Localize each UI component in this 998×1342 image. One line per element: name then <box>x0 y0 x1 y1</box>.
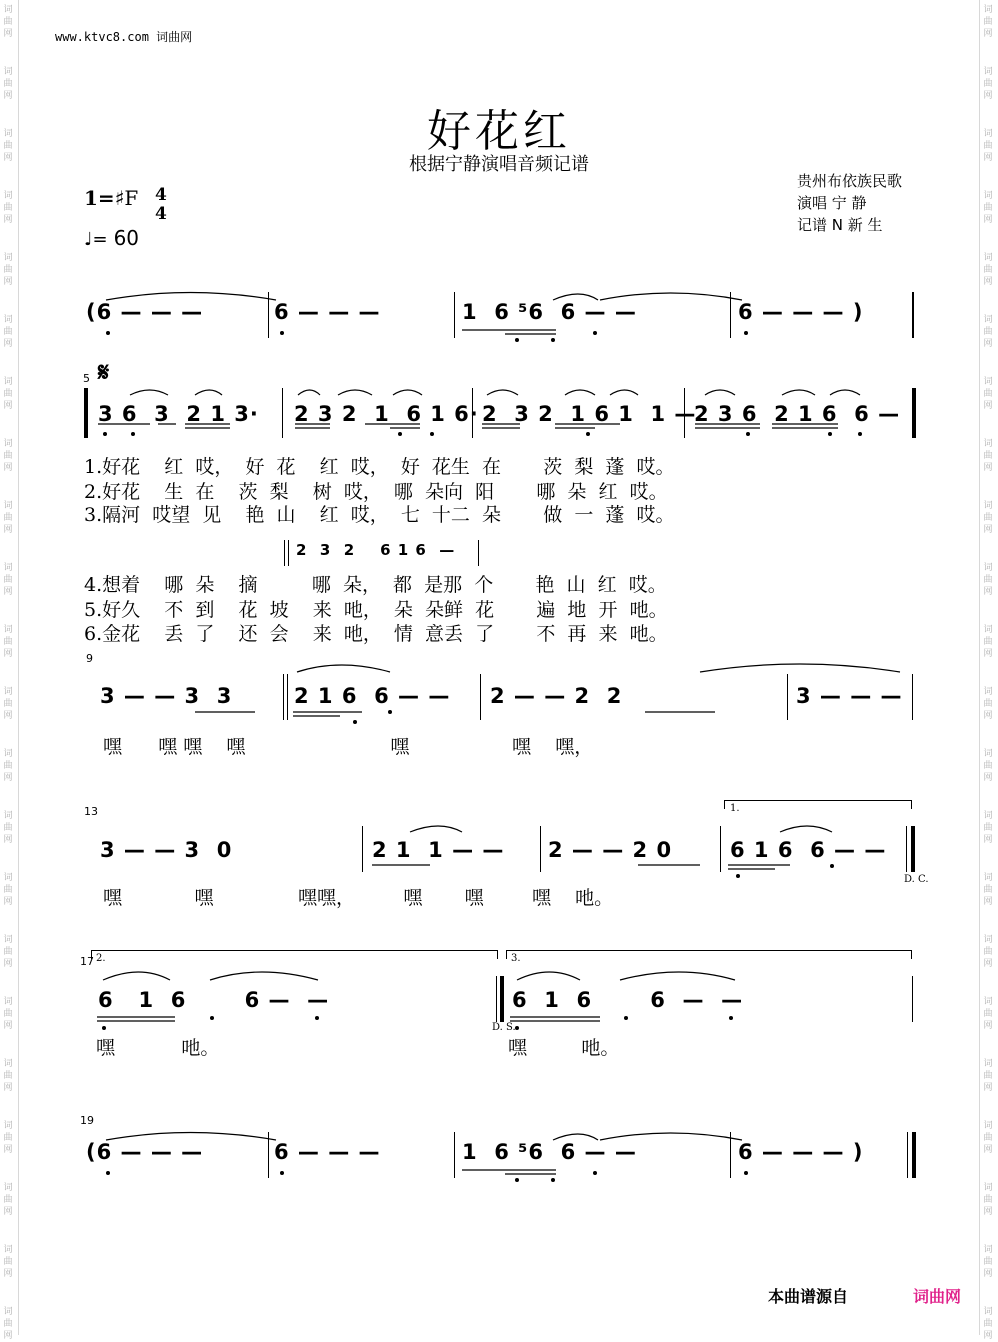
barline <box>362 826 363 872</box>
intro-measure-2: 6 — — — <box>274 300 381 324</box>
final-barline <box>500 976 504 1022</box>
tempo-marking: ♩= 60 <box>84 226 140 250</box>
credit-transcriber: 记谱 N 新 生 <box>797 216 883 234</box>
barline <box>282 388 283 438</box>
side-watermark: 词 曲 网 <box>983 625 993 659</box>
verse-measure-4: 2 3 6 2 1 6 6 — <box>694 402 901 426</box>
refrain-measure-12: 3 — — — <box>796 684 903 708</box>
volta-bracket-1 <box>724 800 912 809</box>
side-watermark: 词 曲 网 <box>983 439 993 473</box>
side-watermark: 词 曲 网 <box>983 997 993 1031</box>
side-watermark: 词 曲 网 <box>3 1121 13 1155</box>
lyric-refrain-1: 嘿 嘿 嘿 嘿 嘿 嘿 嘿， <box>103 736 594 758</box>
measure-number: 17 <box>80 955 94 968</box>
dc-marking: D. C. <box>904 874 929 885</box>
barline <box>288 540 289 566</box>
side-watermark: 词 曲 网 <box>3 377 13 411</box>
repeat-end-barline <box>912 388 916 438</box>
side-watermark: 词 曲 网 <box>3 935 13 969</box>
barline <box>787 674 788 720</box>
refrain-measure-15: 2 — — 2 0 <box>548 838 673 862</box>
barline <box>912 976 913 1022</box>
footer-logo[interactable]: 词曲网 <box>913 1287 962 1306</box>
side-watermark: 词 曲 网 <box>983 5 993 39</box>
footer-source: 本曲谱源自 <box>768 1287 849 1306</box>
refrain-measure-14: 2 1 1 — — <box>372 838 505 862</box>
side-watermark: 词 曲 网 <box>3 129 13 163</box>
barline <box>454 292 455 338</box>
measure-number: 9 <box>86 652 93 665</box>
side-watermark: 词 曲 网 <box>983 1183 993 1217</box>
measure-number: 5 <box>83 372 90 385</box>
side-watermark: 词 曲 网 <box>983 1121 993 1155</box>
page-subtitle: 根据宁静演唱音频记谱 <box>409 154 589 175</box>
refrain-measure-16: 6 1 6 6 — — <box>730 838 887 862</box>
barline <box>496 976 497 1022</box>
volta-label-2: 2. <box>96 953 106 964</box>
side-watermark: 词 曲 网 <box>983 935 993 969</box>
side-watermark: 词 曲 网 <box>3 439 13 473</box>
side-watermark: 词 曲 网 <box>3 67 13 101</box>
side-watermark: 词 曲 网 <box>3 1245 13 1279</box>
barline <box>268 292 269 338</box>
barline <box>684 388 685 438</box>
ending-measure-b: 6 1 6 6 — — <box>512 988 744 1012</box>
side-watermark: 词 曲 网 <box>3 5 13 39</box>
side-watermark: 词 曲 网 <box>983 501 993 535</box>
side-watermark: 词 曲 网 <box>983 67 993 101</box>
barline <box>912 674 913 720</box>
volta-bracket-2 <box>91 950 498 959</box>
side-watermark: 词 曲 网 <box>3 749 13 783</box>
site-url[interactable]: www.ktvc8.com 词曲网 <box>55 30 193 44</box>
intro-measure-4: 6 — — — ) <box>738 300 864 324</box>
side-watermark: 词 曲 网 <box>983 811 993 845</box>
barline <box>287 674 288 720</box>
refrain-measure-9: 3 — — 3 3 <box>100 684 233 708</box>
barline <box>720 826 721 872</box>
barline <box>283 674 284 720</box>
barline <box>730 1132 731 1178</box>
page-title: 好花红 <box>427 106 571 157</box>
side-watermark: 词 曲 网 <box>983 377 993 411</box>
key-signature: 1=♯F <box>84 186 139 210</box>
refrain-measure-10: 2 1 6 6 — — <box>294 684 451 708</box>
time-top: 4 <box>155 185 167 205</box>
lyric-verse-2: 2.好花 生 在 茨 梨 树 哎， 哪 朵向 阳 哪 朵 红 哎。 <box>84 481 668 503</box>
volta-bracket-3 <box>506 950 912 959</box>
side-watermark: 词 曲 网 <box>983 129 993 163</box>
side-watermark: 词 曲 网 <box>3 191 13 225</box>
side-watermark: 词 曲 网 <box>983 563 993 597</box>
side-watermark: 词 曲 网 <box>3 811 13 845</box>
refrain-measure-11: 2 — — 2 2 <box>490 684 623 708</box>
side-watermark: 词 曲 网 <box>983 749 993 783</box>
side-watermark: 词 曲 网 <box>3 1183 13 1217</box>
barline <box>268 1132 269 1178</box>
side-watermark: 词 曲 网 <box>3 687 13 721</box>
refrain-measure-13: 3 — — 3 0 <box>100 838 233 862</box>
outro-measure-4: 6 — — — ) <box>738 1140 864 1164</box>
barline <box>478 540 479 566</box>
side-watermark: 词 曲 网 <box>3 563 13 597</box>
verse-measure-1: 3 6 3 2 1 3· <box>98 402 259 426</box>
lyric-verse-6: 6.金花 丢 了 还 会 来 吔， 情 意丢 了 不 再 来 吔。 <box>84 623 668 645</box>
outro-measure-3: 1 6 ⁵6 6 — — <box>462 1140 637 1164</box>
barline <box>480 674 481 720</box>
lyric-verse-1: 1.好花 红 哎， 好 花 红 哎， 好 花生 在 茨 梨 蓬 哎。 <box>84 456 675 478</box>
barline <box>730 292 731 338</box>
barline <box>472 388 473 438</box>
side-watermark: 词 曲 网 <box>3 997 13 1031</box>
measure-number: 13 <box>84 805 98 818</box>
lyric-verse-3: 3.隔河 哎望 见 艳 山 红 哎， 七 十二 朵 做 一 蓬 哎。 <box>84 504 675 526</box>
measure-number: 19 <box>80 1114 94 1127</box>
ds-marking: D. S. <box>492 1022 516 1033</box>
alternate-measure: 2 3 2 6 1 6 — <box>296 541 456 559</box>
intro-measure-3: 1 6 ⁵6 6 — — <box>462 300 637 324</box>
ending-measure-a: 6 1 6 6 — — <box>98 988 330 1012</box>
barline <box>907 1132 908 1178</box>
side-watermark: 词 曲 网 <box>3 1059 13 1093</box>
barline <box>906 826 907 872</box>
final-barline <box>911 826 915 872</box>
lyric-refrain-2: 嘿 嘿 嘿嘿， 嘿 嘿 嘿 吔。 <box>103 887 614 909</box>
segno-icon: 𝄋 <box>98 358 111 388</box>
volta-label-1: 1. <box>730 803 740 814</box>
barline <box>284 540 285 566</box>
side-watermark: 词 曲 网 <box>3 625 13 659</box>
side-watermark: 词 曲 网 <box>983 1307 993 1341</box>
side-watermark: 词 曲 网 <box>983 315 993 349</box>
credit-singer: 演唱 宁 静 <box>797 194 867 212</box>
barline <box>454 1132 455 1178</box>
intro-measure-1: (6 — — — <box>86 300 204 324</box>
side-watermark: 词 曲 网 <box>3 873 13 907</box>
side-watermark: 词 曲 网 <box>983 1245 993 1279</box>
repeat-start-barline <box>84 388 88 438</box>
credit-origin: 贵州布依族民歌 <box>797 172 903 190</box>
side-watermark: 词 曲 网 <box>983 1059 993 1093</box>
side-watermark: 词 曲 网 <box>983 253 993 287</box>
verse-measure-3: 2 3 2 1 6 1 1 — <box>482 402 697 426</box>
lyric-verse-4: 4.想着 哪 朵 摘 哪 朵， 都 是那 个 艳 山 红 哎。 <box>84 574 667 596</box>
final-barline <box>912 1132 916 1178</box>
lyric-ending-a: 嘿 吔。 <box>96 1037 220 1059</box>
volta-label-3: 3. <box>511 953 521 964</box>
side-watermark: 词 曲 网 <box>983 873 993 907</box>
side-watermark: 词 曲 网 <box>3 315 13 349</box>
outro-measure-1: (6 — — — <box>86 1140 204 1164</box>
side-watermark: 词 曲 网 <box>3 253 13 287</box>
time-bottom: 4 <box>155 204 167 224</box>
outro-measure-2: 6 — — — <box>274 1140 381 1164</box>
barline <box>540 826 541 872</box>
side-watermark: 词 曲 网 <box>983 191 993 225</box>
lyric-verse-5: 5.好久 不 到 花 坡 来 吔， 朵 朵鲜 花 遍 地 开 吔。 <box>84 599 668 621</box>
side-watermark: 词 曲 网 <box>3 1307 13 1341</box>
side-watermark: 词 曲 网 <box>983 687 993 721</box>
lyric-ending-b: 嘿 吔。 <box>508 1037 620 1059</box>
barline-end <box>912 292 914 338</box>
verse-measure-2: 2 3 2 1 6 1 6· <box>294 402 479 426</box>
side-watermark: 词 曲 网 <box>3 501 13 535</box>
